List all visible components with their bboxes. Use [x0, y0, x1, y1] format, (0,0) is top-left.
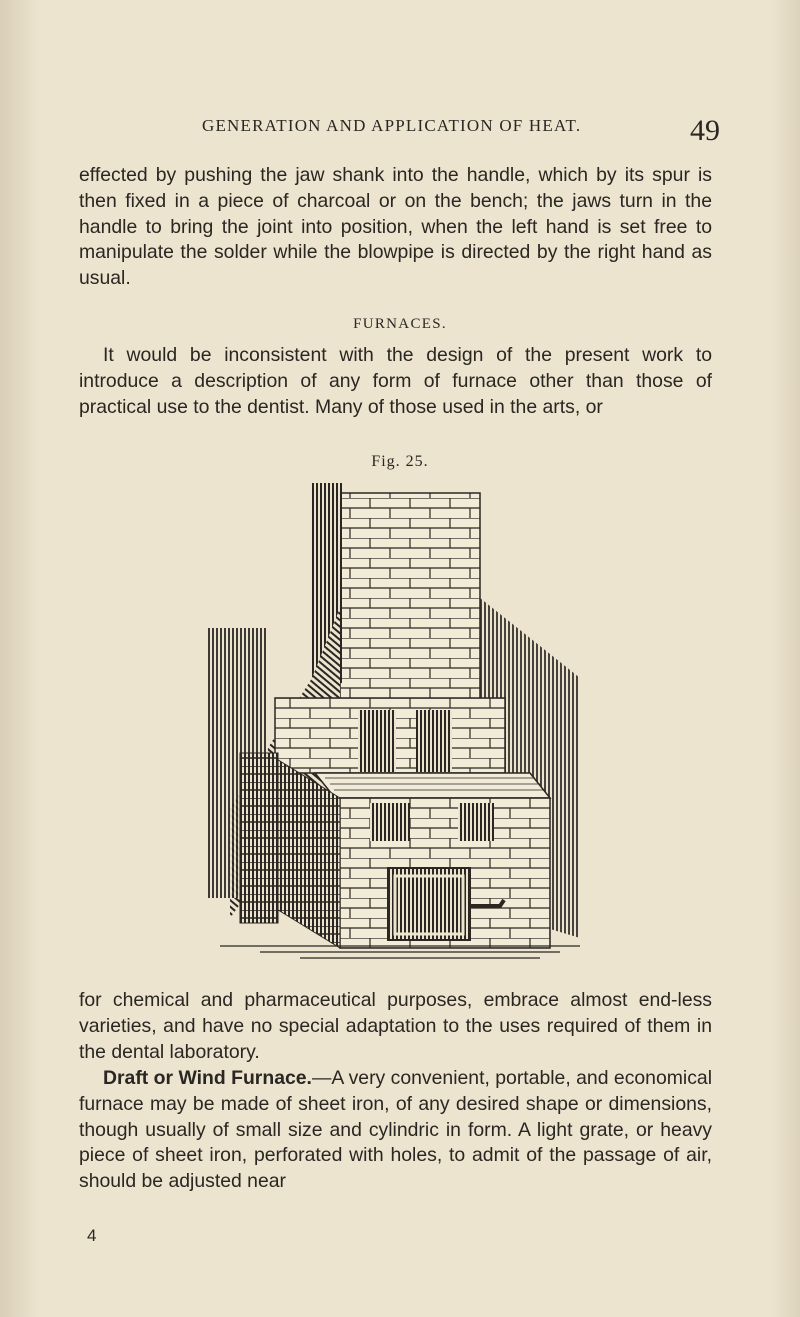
figure-caption: Fig. 25. — [371, 453, 429, 470]
paragraph-3: for chemical and pharmaceutical purposes, embrace almost end-less varieties, and have no special adaptation to the uses required of them in the dental laboratory. — [79, 989, 712, 1063]
paragraph-2: It would be inconsistent with the design of the present work to introduce a description of any form of furnace other than those of practical use to the dentist. Many of those used in the arts, or — [79, 344, 712, 418]
section-heading-furnaces: FURNACES. — [353, 316, 447, 332]
term-draft-or-wind-furnace: Draft or Wind Furnace. — [103, 1067, 312, 1089]
signature-mark: 4 — [87, 1226, 97, 1245]
brick-furnace-engraving-icon — [200, 478, 620, 978]
paragraph-4 — [79, 1066, 712, 1195]
page-edge-shadow-left — [0, 0, 40, 1317]
running-head: GENERATION AND APPLICATION OF HEAT. — [202, 116, 582, 135]
paragraph-4-text: —A very convenient, portable, and economical furnace may be made of sheet iron, of any desired shape or dimensions, though usually of small size and cylindric in form. A light grate, or heavy piece of sheet iron, perforated with holes, to admit of the passage of air, should be adjusted near — [79, 1067, 712, 1193]
page-edge-shadow-right — [770, 0, 800, 1317]
page-number: 49 — [690, 114, 720, 147]
paragraph-1: effected by pushing the jaw shank into the handle, which by its spur is then fixed in a piece of charcoal or on the bench; the jaws turn in the handle to bring the joint into position, when the left hand is set free to manipulate the solder while the blowpipe is directed by the right hand as usual. — [79, 164, 712, 290]
